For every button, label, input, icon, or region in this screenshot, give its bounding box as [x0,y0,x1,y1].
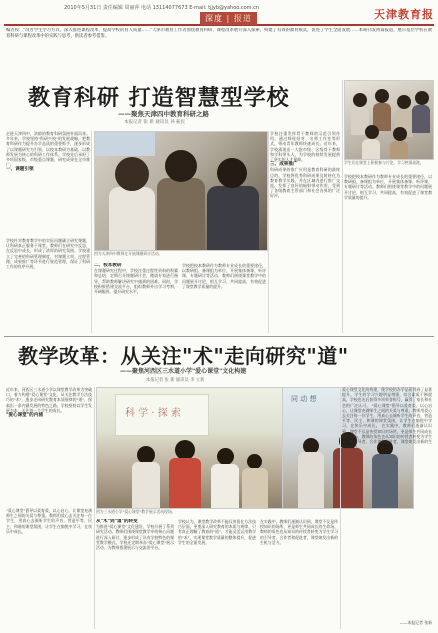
column-divider [342,80,343,333]
article2-headline: 教学改革：从关注"术"走向研究"道" [18,344,349,368]
article1-caption-big: 图为天津四中教师在开展课题研讨活动。 [94,251,163,256]
wall-text: 同 动 想 [291,395,317,403]
article1-col4: 学校把校本教研作为教师专业成长的重要途径，以教研组、备课组为单位，开展集体备课、听评课、专题研讨等活动。教师们围绕课堂教学中的问题展开讨论，相互学习、共同提高，有效促进了课堂教学质量的提升。 [182,263,266,289]
article2-col1: 近年来，河西区三水道小学以课堂教学改革为突破口，着力构建"爱心课堂"文化，从关注教学方法技巧的"术"，逐步走向研究教育本质规律的"道"，探索出一条内涵发展的特色之路。学校坚持以学生发展为本，关注每一个学生的成长。 "爱心课堂"的内涵 [6,387,92,419]
article2-col4: 学校认为，课堂教学改革不能仅停留在方法技巧层面，更要深入研究教育的本质与规律。只有真正理解了教育的"道"，才能灵活运用教学的"术"，实现课堂教学质量的整体提升，促进学生的全面发展。 [178,519,256,545]
article2-signature: ——本报记者 张新 [399,620,432,625]
article2-subhead-2: 从"术"到"道"的转变 [96,519,138,524]
article1-col5: 学校注重发挥骨干教师的示范引领作用，通过师徒结对、名师工作室等形式，带动青年教师快速成长。近年来，学校涌现出一大批市级、区级骨干教师和学科带头人，为学校的持续发展提供了坚实的人才保障。 三、成果推广 科研成果的推广应用是教育科研的最终目的。学校将优秀科研成果及时转化为教育教学实践，并在区域内进行推广交流，发挥了良好的辐射带动作用，受到了各级教育主管部门和社会各界的广泛好评。 [270,131,340,199]
issue-date-line: 2010年5月31日 责任编辑 周丽萍 电话 13114077673 E-mail: tjjyb@yahoo.com.cn [64,5,260,11]
article1-photo-teachers [94,131,268,251]
article2-col6: 爱心课堂文化的构建，使学校的办学品质得到了显著提升。学生的学习兴趣明显增强，综合素质不断提高，学校也先后获得多项荣誉称号，赢得了家长和社会的广泛认可。 "爱心课堂"倡导以爱育爱，以心启心，让课堂充满师生之间的关爱与尊重。教师用爱心去关注每一位学生，用真心去倾听学生的声音，营造平等、民主、和谐的课堂氛围，让学生在愉悦中学习，在快乐中成长。 在实践中，教师们逐渐认识到，课堂不仅是传授知识的场所，更是师生共同成长的生命场。教师的角色也从知识的传授者转变为学生学习的引导者、合作者和促进者，课堂焕发出新的生机与活力。 [342,387,432,450]
article1-byline: 本报记者 张 新 通讯员 孙 振民 [124,120,186,125]
article2-subhead: ——聚焦河西区三水道小学"爱心课堂"文化构建 [120,368,247,375]
article1-subhead-2: 二、校本教研 [94,263,122,268]
article-separator [4,336,434,337]
article2-col5: 在实践中，教师们逐渐认识到，课堂不仅是传授知识的场所，更是师生共同成长的生命场。教师的角色也从知识的传授者转变为学生学习的引导者、合作者和促进者，课堂焕发出新的生机与活力。 [260,519,338,545]
article1-photo-students [344,80,434,160]
masthead [4,2,434,26]
article1-col6: 学校把校本教研作为教师专业成长的重要途径，以教研组、备课组为单位，开展集体备课、听评课、专题研讨等活动。教师们围绕课堂教学中的问题展开讨论，相互学习、共同提高，有效促进了课堂教学质量的提升。 [344,174,432,200]
article1-subhead-3: 三、成果推广 [270,162,298,168]
article1-col2: 学校针对教育教学中的实际问题确立研究课题，让科研真正服务于课堂。教师们在研究中反思，在反思中成长，形成了浓厚的研究氛围。学校建立了完善的科研管理制度，对课题立项、过程管理、成果推广等环节进行规范管理，保证了科研工作的有序开展。 [6,238,90,270]
article2-photo-classroom [96,387,284,509]
article2-caption: 图为三水道小学"爱心课堂"教学展示活动现场。 [96,509,176,514]
article2-col3: 从"术"到"道"的转变 为推进"爱心课堂"文化建设，学校开展了系列研究活动。教师们围绕课堂教学中的核心问题进行深入研讨，逐步形成了具有学校特色的课堂教学模式。学校还定期举办"爱心课堂"展示活动，为教师搭建展示与交流的平台。 [96,519,174,551]
section-label: 深度 | 报道 [200,12,257,25]
article2-byline: 本报记者 张 新 通讯员 李 立新 [146,378,205,383]
column-divider [268,131,269,333]
section-label-sub: 报道 [233,14,252,23]
newspaper-brand: 天津教育报 [374,8,434,21]
article1-subhead-1: 一、课题引领 [6,167,34,173]
article1-caption-right: 学生们在课堂上积极参与讨论，学习热情高涨。 [344,160,424,165]
column-divider [340,387,341,629]
article1-col1: 走进天津四中，浓郁的教育科研氛围扑面而来。多年来，学校坚持"科研兴校"的发展战略，把教育科研作为提升办学品质的重要抓手，逐步形成了以课题研究为引领、以校本教研为基础、以教师发展为核心的科研工作体系。学校先后承担了多项国家级、市级重点课题，研究成果在全市推广。 一、课题引领 [6,131,90,173]
column-divider [94,387,95,629]
article2-col2: "爱心课堂"倡导以爱育爱，以心启心，让课堂充满师生之间的关爱与尊重。教师用爱心去关注每一位学生，用真心去倾听学生的声音，营造平等、民主、和谐的课堂氛围，让学生在愉悦中学习，在快乐中成长。 [6,508,92,534]
article1-col3: 二、校本教研 在课题研究过程中，学校注重过程性资料的积累和总结，定期召开课题研讨会，邀请专家进行指导，帮助教师解决研究中遇到的困难。同时，学校积极搭建交流平台，组织教师外出学习考察，开阔眼界，提升研究水平。 [94,263,178,295]
article1-subhead: ——聚焦天津四中教育科研之路 [118,110,209,118]
section-label-main: 深度 [205,14,223,23]
blackboard-text: 科 学 · 探 索 [125,408,181,419]
article2-subhead-1: "爱心课堂"的内涵 [6,413,43,419]
article1-headline: 教育科研 打造智慧型学校 [28,86,290,111]
column-divider [91,131,92,333]
editor-note: 编者按："改善学生学习方式，深入推进课程改革，提高学校的育人质量……"天津市教育工作者围绕教育科研、课程改革展开深入探索，构建了有效的教育模式，促进了学生全面发展……本期刊发两篇报道，展示基层学校在教育科研与课程改革中的实践与思考，供读者参考借鉴。 [6,28,432,39]
